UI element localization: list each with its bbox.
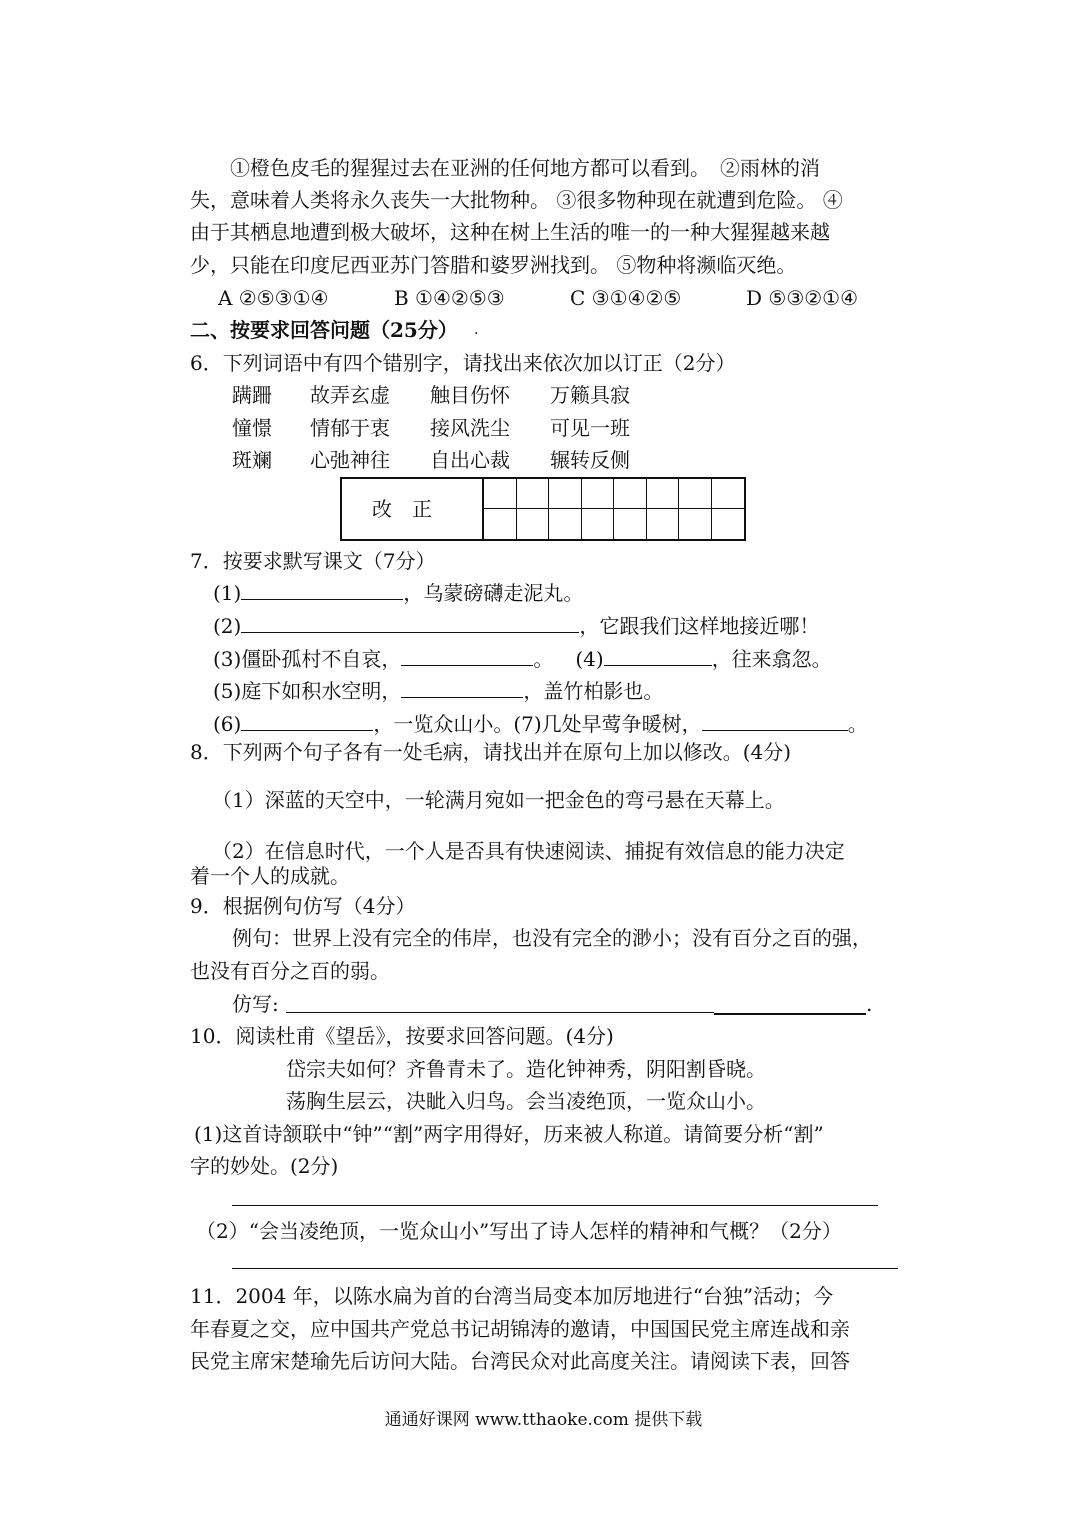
grid-cell[interactable] [549, 509, 582, 539]
q6-word: 接风洗尘 [430, 416, 510, 440]
q9-answer-line[interactable] [714, 1013, 866, 1015]
q7-item-number: (4) [575, 647, 604, 671]
page-footer: 通通好课网 www.tthaoke.com 提供下载 [384, 1410, 703, 1430]
grid-cell[interactable] [549, 479, 582, 509]
grid-cell[interactable] [679, 509, 712, 539]
q5-line-4: 少，只能在印度尼西亚苏门答腊和婆罗洲找到。 ⑤物种将濒临灭绝。 [190, 253, 797, 277]
correction-grid-label: 改正 [342, 479, 484, 539]
q8-sentence-2-cont: 着一个人的成就。 [190, 864, 350, 888]
answer-blank[interactable] [604, 645, 712, 666]
q6-word: 辗转反侧 [550, 448, 630, 472]
grid-cell[interactable] [582, 479, 615, 509]
q9-prompt: 9．根据例句仿写（4分） [190, 894, 416, 918]
q6-word: 触目伤怀 [430, 383, 510, 407]
q6-prompt: 6．下列词语中有四个错别字，请找出来依次加以订正（2分） [190, 351, 736, 375]
q7-text: ，乌蒙磅礴走泥丸。 [403, 581, 584, 605]
q5-line-1: ①橙色皮毛的猩猩过去在亚洲的任何地方都可以看到。 ②雨林的消 [230, 156, 820, 180]
q10-prompt: 10．阅读杜甫《望岳》，按要求回答问题。(4分) [190, 1024, 614, 1048]
answer-blank[interactable] [241, 612, 579, 633]
grid-cell[interactable] [582, 509, 615, 539]
grid-cell[interactable] [647, 479, 680, 509]
q7-item-number: (2) [213, 614, 242, 638]
q7-prompt: 7．按要求默写课文（7分） [190, 549, 436, 573]
q5-line-2: 失，意味着人类将永久丧失一大批物种。 ③很多物种现在就遭到危险。 ④ [190, 188, 843, 212]
q10-sub-2: （2）“会当凌绝顶，一览众山小”写出了诗人怎样的精神和气概？（2分） [196, 1219, 842, 1243]
grid-cell[interactable] [679, 479, 712, 509]
q6-word: 蹒跚 [232, 383, 272, 407]
q6-word: 万籁具寂 [550, 383, 630, 407]
q7-text: 。 [533, 647, 554, 671]
q11-line-3: 民党主席宋楚瑜先后访问大陆。台湾民众对此高度关注。请阅读下表，回答 [190, 1349, 850, 1373]
q11-line-2: 年春夏之交，应中国共产党总书记胡锦涛的邀请，中国国民党主席连战和亲 [190, 1317, 850, 1341]
q5-option-a: A ②⑤③①④ [218, 286, 329, 310]
q6-word: 自出心裁 [430, 448, 510, 472]
q9-example-cont: 也没有百分之百的弱。 [190, 959, 390, 983]
q9-imitate-label: 仿写: [232, 992, 279, 1016]
q10-answer-line-1[interactable] [232, 1205, 878, 1206]
poem-line-1: 岱宗夫如何？齐鲁青未了。造化钟神秀，阴阳割昏晓。 [286, 1057, 766, 1081]
grid-cell[interactable] [614, 479, 647, 509]
grid-cell[interactable] [614, 509, 647, 539]
q7-line-3 [213, 645, 832, 673]
grid-cell[interactable] [484, 479, 517, 509]
q7-line-5 [213, 710, 868, 738]
grid-cell[interactable] [647, 509, 680, 539]
q5-option-d: D ⑤③②①④ [746, 286, 859, 310]
q7-text: ，往来翕忽。 [711, 647, 832, 671]
q6-word: 斑斓 [232, 448, 272, 472]
q8-sentence-2: （2）在信息时代，一个人是否具有快速阅读、捕捉有效信息的能力决定 [212, 839, 845, 863]
grid-cell[interactable] [517, 509, 550, 539]
q6-word: 故弄玄虚 [310, 383, 390, 407]
grid-cell[interactable] [517, 479, 550, 509]
q7-text: 。 [847, 712, 868, 736]
q10-answer-line-2[interactable] [232, 1268, 898, 1269]
q6-word: 情郁于衷 [310, 416, 390, 440]
q7-item-number: (1) [213, 581, 242, 605]
q9-example: 例句：世界上没有完全的伟岸，也没有完全的渺小；没有百分之百的强， [232, 926, 872, 950]
q6-word: 可见一班 [550, 416, 630, 440]
q7-text: (3)僵卧孤村不自哀， [213, 647, 402, 671]
q5-option-c: C ③①④②⑤ [570, 286, 682, 310]
q6-word: 憧憬 [232, 416, 272, 440]
q6-word: 心弛神往 [310, 448, 390, 472]
q7-text: ，盖竹柏影也。 [523, 679, 664, 703]
q7-text: (5)庭下如积水空明， [213, 679, 402, 703]
answer-blank[interactable] [401, 645, 533, 666]
answer-blank[interactable] [241, 710, 373, 731]
section-2-heading: 二、按要求回答问题（25分） [190, 318, 458, 342]
q8-prompt: 8．下列两个句子各有一处毛病，请找出并在原句上加以修改。(4分) [190, 740, 792, 764]
grid-cell[interactable] [484, 509, 517, 539]
q10-sub-1-cont: 字的妙处。(2分) [190, 1154, 339, 1178]
q7-line-4 [213, 677, 663, 705]
q7-line-1 [213, 579, 583, 607]
q7-line-2 [213, 612, 819, 640]
q8-sentence-1: （1）深蓝的天空中，一轮满月宛如一把金色的弯弓悬在天幕上。 [212, 788, 785, 812]
correction-grid [340, 477, 746, 541]
poem-line-2: 荡胸生层云，决眦入归鸟。会当凌绝顶，一览众山小。 [286, 1089, 766, 1113]
grid-cell[interactable] [712, 479, 745, 509]
q9-answer-line[interactable] [286, 1012, 714, 1013]
answer-blank[interactable] [241, 579, 403, 600]
q7-text: ，它跟我们这样地接近哪！ [579, 614, 820, 638]
q5-option-b: B ①④②⑤③ [394, 286, 505, 310]
q5-line-3: 由于其栖息地遭到极大破坏，这种在树上生活的唯一的一种大猩猩越来越 [190, 220, 830, 244]
q11-line-1: 11．2004 年，以陈水扁为首的台湾当局变本加厉地进行“台独”活动；今 [190, 1284, 834, 1308]
answer-blank[interactable] [401, 677, 523, 698]
grid-cell[interactable] [712, 509, 745, 539]
answer-blank[interactable] [702, 710, 848, 731]
q9-end-mark: . [866, 992, 873, 1016]
q7-text: ，一览众山小。(7)几处早莺争暖树， [373, 712, 702, 736]
q7-item-number: (6) [213, 712, 242, 736]
section-2-mark: . [474, 322, 479, 338]
q10-sub-1: (1)这首诗颔联中“钟”“割”两字用得好，历来被人称道。请简要分析“割” [194, 1122, 824, 1146]
